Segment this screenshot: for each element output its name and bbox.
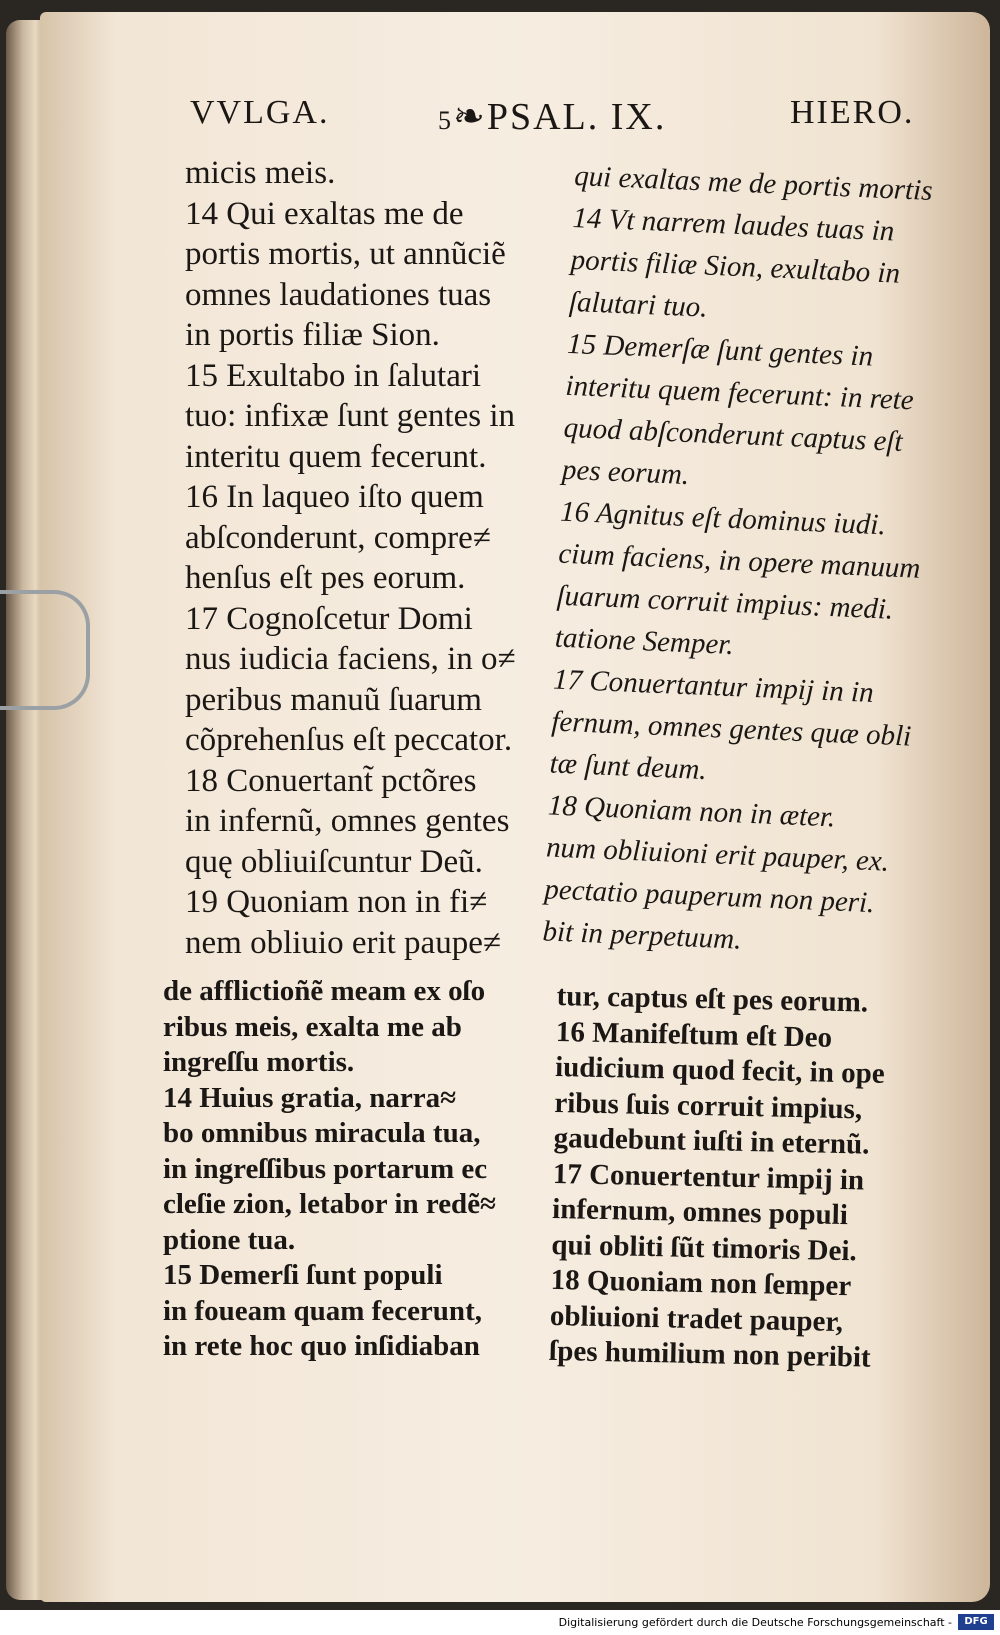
text-line: henſus eſt pes eorum. bbox=[185, 560, 466, 596]
text-line: 15 Demerſi ſunt populi bbox=[163, 1259, 443, 1291]
text-line: in rete hoc quo inſidiaban bbox=[163, 1330, 480, 1362]
text-line: 18 Quoniam non ſemper bbox=[550, 1263, 852, 1303]
text-line: 19 Quoniam non in fi≠ bbox=[185, 884, 488, 920]
text-line: 18 Conuertant̃ pctõres bbox=[185, 762, 477, 799]
text-line: fernum, omnes gentes quæ obli bbox=[550, 705, 912, 753]
text-line: 17 Conuertantur impij in in bbox=[552, 663, 875, 709]
text-line: 18 Quoniam non in æter. bbox=[547, 789, 836, 834]
text-line: cõprehenſus eſt peccator. bbox=[185, 722, 513, 758]
text-line: ſuarum corruit impius: medi. bbox=[556, 579, 894, 626]
text-line: ribus meis, exalta me ab bbox=[163, 1010, 462, 1043]
text-line: gaudebunt iuſti in eternũ. bbox=[553, 1121, 870, 1161]
text-line: pes eorum. bbox=[561, 453, 690, 492]
text-line: in foueam quam fecerunt, bbox=[163, 1294, 482, 1327]
text-line: portis mortis, ut annũciẽ bbox=[185, 236, 506, 272]
text-line: bit in perpetuum. bbox=[542, 915, 743, 956]
text-line: in ingreſſibus portarum ec bbox=[163, 1152, 488, 1185]
text-line: micis meis. bbox=[185, 155, 336, 191]
text-line: cium faciens, in opere manuum bbox=[557, 537, 922, 585]
text-line: 16 In laqueo iſto quem bbox=[185, 479, 484, 515]
text-line: de afflictioñẽ meam ex oſo bbox=[163, 975, 486, 1007]
text-line: tatione Semper. bbox=[554, 621, 735, 662]
text-line: bo omnibus miracula tua, bbox=[163, 1117, 481, 1149]
text-line: 15 Demerſæ ſunt gentes in bbox=[566, 327, 874, 373]
text-line: abſconderunt, compre≠ bbox=[185, 519, 491, 556]
text-line: cleſie zion, letabor in redẽ≈ bbox=[163, 1188, 496, 1220]
text-line: obliuioni tradet pauper, bbox=[549, 1299, 844, 1338]
header-center-mark: 5 bbox=[438, 106, 453, 135]
text-line: tuo: infixæ ſunt gentes in bbox=[185, 398, 515, 434]
text-line: in infernũ, omnes gentes bbox=[185, 803, 510, 839]
text-line: 17 Cognoſcetur Domi bbox=[185, 600, 473, 637]
text-line: 16 Agnitus eſt dominus iudi. bbox=[559, 495, 887, 542]
text-line: qui obliti ſũt timoris Dei. bbox=[551, 1228, 858, 1267]
text-line: 16 Manifeſtum eſt Deo bbox=[555, 1015, 833, 1054]
text-line: ſalutari tuo. bbox=[568, 285, 709, 324]
text-line: 14 Vt narrem laudes tuas in bbox=[571, 201, 895, 248]
text-line: 17 Conuertentur impij in bbox=[552, 1157, 865, 1196]
text-line: in portis filiæ Sion. bbox=[185, 317, 440, 353]
header-center bbox=[438, 94, 666, 139]
text-line: nus iudicia faciens, in o≠ bbox=[185, 641, 516, 677]
text-line: interitu quem fecerunt: in rete bbox=[564, 369, 915, 417]
text-line: interitu quem fecerunt. bbox=[185, 438, 487, 475]
text-line: qui exaltas me de portis mortis bbox=[573, 160, 934, 207]
text-line: ptione tua. bbox=[163, 1223, 296, 1256]
dfg-logo: DFG bbox=[958, 1614, 994, 1630]
fleuron-icon: ❧ bbox=[453, 96, 487, 138]
text-line: peribus manuũ ſuarum bbox=[185, 681, 482, 718]
header-right: HIERO. bbox=[790, 94, 915, 131]
text-line: pectatio pauperum non peri. bbox=[543, 873, 876, 920]
text-line: omnes laudationes tuas bbox=[185, 276, 492, 313]
running-header bbox=[0, 94, 1000, 144]
text-line: infernum, omnes populi bbox=[551, 1192, 849, 1232]
text-line: nem obliuio erit paupe≠ bbox=[185, 924, 501, 961]
text-line: tur, captus eſt pes eorum. bbox=[556, 980, 869, 1019]
header-center-title: PSAL. IX. bbox=[486, 96, 667, 138]
page-clip bbox=[0, 590, 90, 710]
text-line: 15 Exultabo in ſalutari bbox=[185, 357, 482, 394]
text-line: ribus ſuis corruit impius, bbox=[554, 1086, 863, 1125]
header-left: VVLGA. bbox=[190, 94, 330, 131]
footer-credit: Digitalisierung gefördert durch die Deutsche Forschungsgemeinschaft - bbox=[558, 1616, 952, 1629]
text-line: iudicium quod fecit, in ope bbox=[554, 1050, 885, 1090]
text-line: ſpes humilium non peribit bbox=[548, 1334, 871, 1374]
text-line: tæ ſunt deum. bbox=[549, 747, 708, 787]
text-line: 14 Huius gratia, narra≈ bbox=[163, 1081, 457, 1114]
text-line: portis filiæ Sion, exultabo in bbox=[570, 243, 901, 290]
text-line: ingreſſu mortis. bbox=[163, 1046, 355, 1078]
text-line: num obliuioni erit pauper, ex. bbox=[545, 831, 890, 878]
text-line: quę obliuiſcuntur Deũ. bbox=[185, 843, 483, 880]
digitization-footer bbox=[0, 1610, 1000, 1635]
text-line: 14 Qui exaltas me de bbox=[185, 195, 464, 232]
text-line: quod abſconderunt captus eſt bbox=[563, 411, 904, 458]
